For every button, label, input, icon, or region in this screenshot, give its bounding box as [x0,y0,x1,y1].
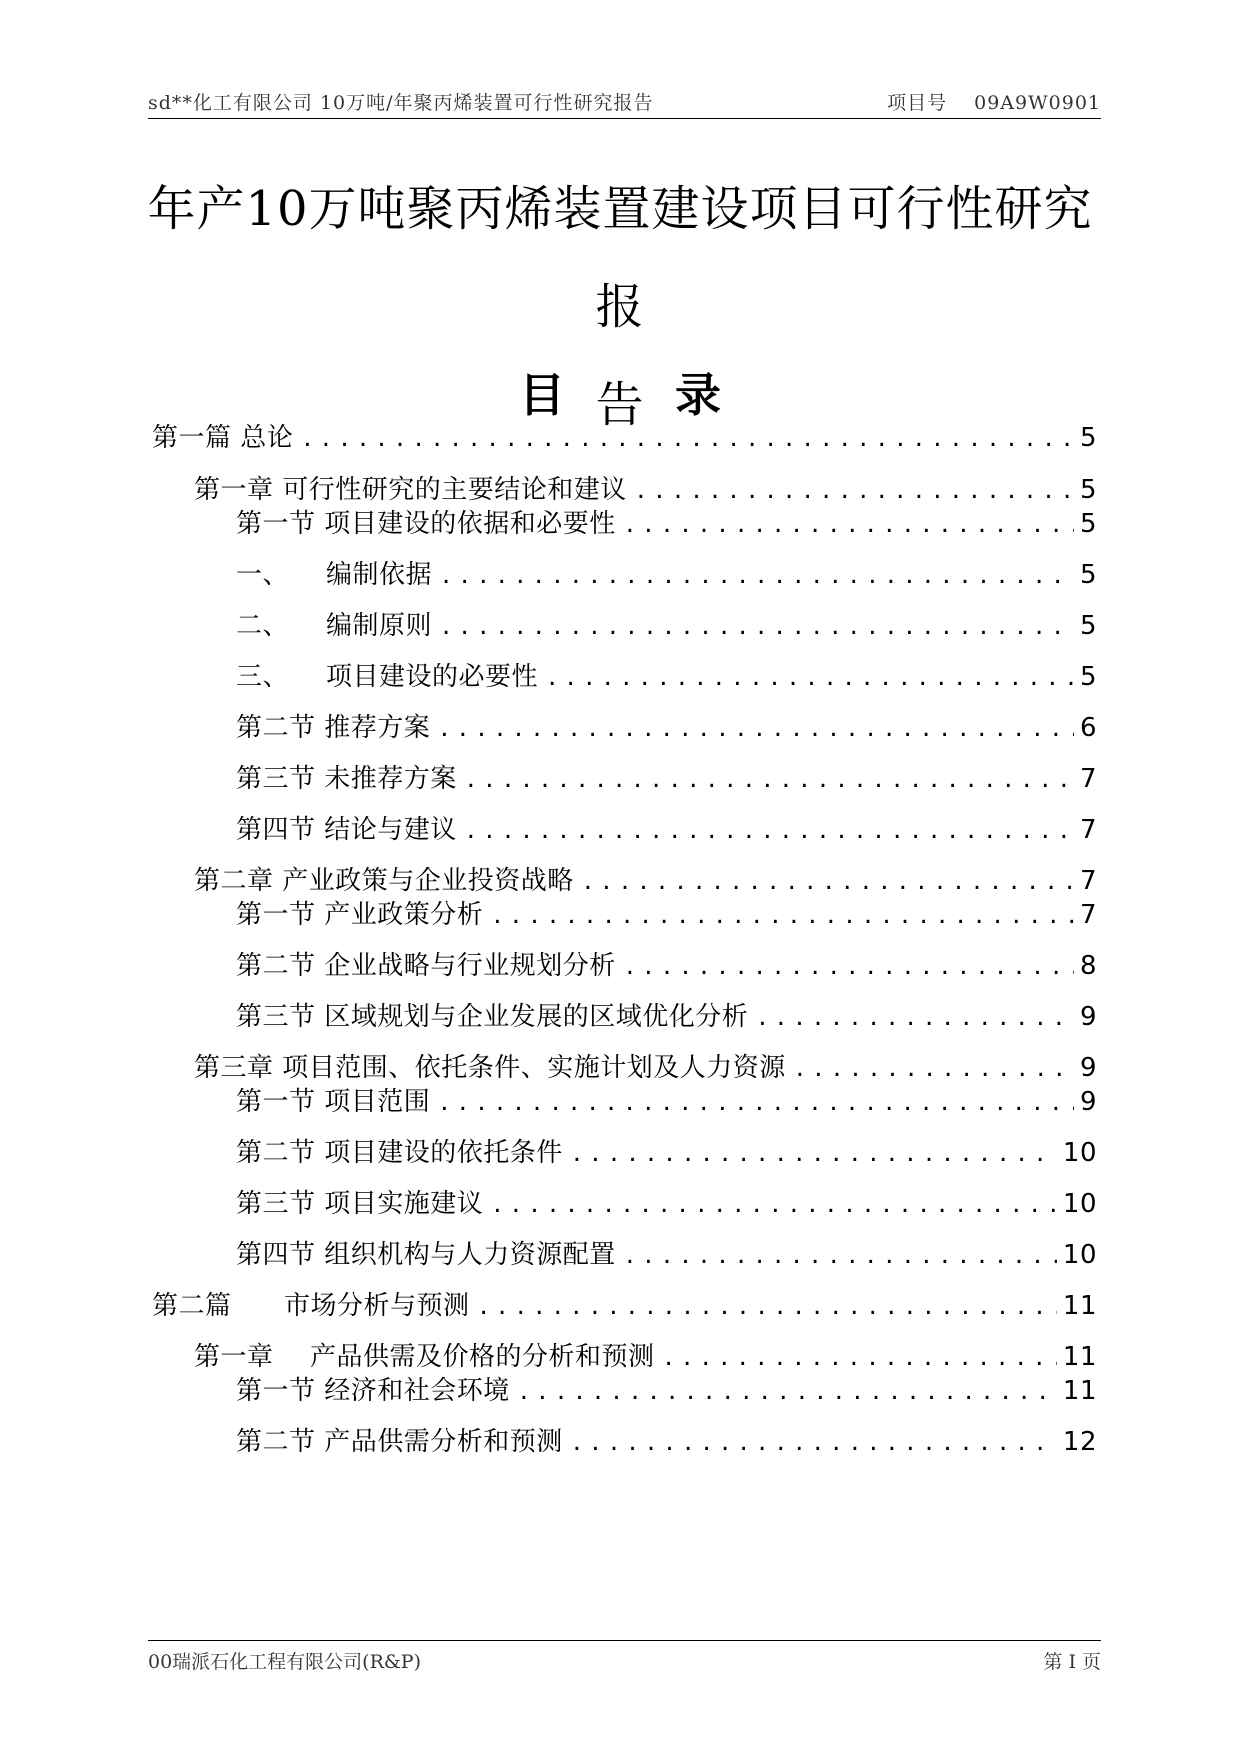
toc-entry-page: 12 [1062,1427,1097,1457]
toc-entry-page: 10 [1062,1189,1097,1219]
toc-entry-page: 9 [1079,1087,1097,1117]
toc-leader-dots [520,1374,1057,1408]
toc-entry[interactable] [236,705,1097,745]
toc-entry-number: 第二篇 [152,1291,232,1321]
toc-leader-dots [573,1136,1057,1170]
toc-entry[interactable] [236,1181,1097,1221]
document-title-line-2: 告 [595,377,645,433]
toc-entry-label: 第四节 组织机构与人力资源配置 [236,1240,616,1270]
toc-entry-title: 项目建设的必要性 [326,662,539,692]
toc-entry-label: 第一节 经济和社会环境 [236,1376,510,1406]
toc-entry-label: 第三节 区域规划与企业发展的区域优化分析 [236,1002,749,1032]
toc-entry-number: 第一章 [194,1342,274,1372]
toc-entry-number: 二、 [236,611,290,641]
document-title-line-1: 年产10万吨聚丙烯装置建设项目可行性研究报 [147,181,1093,335]
toc-entry-label: 第一节 产业政策分析 [236,900,484,930]
toc-entry-number: 一、 [236,560,290,590]
toc-entry[interactable] [236,603,1097,643]
toc-entry[interactable] [236,807,1097,847]
toc-leader-dots [573,1425,1057,1459]
toc-entry-title: 编制原则 [326,611,433,641]
toc-entry-label: 第一节 项目范围 [236,1087,431,1117]
toc-entry[interactable] [236,552,1097,592]
header-project-code: 09A9W0901 [974,92,1101,114]
header-document-name: sd**化工有限公司 10万吨/年聚丙烯装置可行性研究报告 [148,92,654,114]
toc-entry-page: 5 [1079,423,1097,453]
toc-entry[interactable] [236,654,1097,694]
toc-entry-page: 6 [1079,713,1097,743]
toc-entry-label: 第三节 未推荐方案 [236,764,457,794]
toc-leader-dots [440,1085,1074,1119]
toc-entry-page: 5 [1079,475,1097,505]
toc-entry[interactable] [236,1368,1097,1408]
toc-entry-page: 9 [1079,1053,1097,1083]
toc-entry-number: 三、 [236,662,290,692]
toc-heading-char-1: 目 [519,368,565,422]
toc-leader-dots [442,558,1074,592]
toc-leader-dots [626,1238,1057,1272]
toc-entry-title: 产品供需及价格的分析和预测 [310,1342,655,1372]
toc-entry[interactable] [236,994,1097,1034]
toc-leader-dots [480,1289,1057,1323]
toc-entry-page: 11 [1062,1291,1097,1321]
toc-entry-label: 第一节 项目建设的依据和必要性 [236,509,616,539]
toc-entry[interactable] [236,943,1097,983]
toc-leader-dots [467,762,1074,796]
toc-entry-label: 第四节 结论与建议 [236,815,457,845]
toc-entry-label: 第二章 产业政策与企业投资战略 [194,866,574,896]
toc-leader-dots [758,1000,1074,1034]
toc-entry-page: 7 [1079,900,1097,930]
toc-entry-page: 5 [1079,560,1097,590]
toc-entry-page: 10 [1062,1138,1097,1168]
toc-entry[interactable] [236,1079,1097,1119]
toc-entry-page: 5 [1079,611,1097,641]
toc-entry-label: 第一章 可行性研究的主要结论和建议 [194,475,627,505]
toc-entry-page: 7 [1079,866,1097,896]
toc-leader-dots [303,421,1074,455]
toc-leader-dots [493,898,1074,932]
toc-entry-label: 第二节 项目建设的依托条件 [236,1138,563,1168]
toc-entry-label: 第三章 项目范围、依托条件、实施计划及人力资源 [194,1053,786,1083]
toc-entry-title: 编制依据 [326,560,433,590]
toc-entry-label [236,609,432,643]
toc-leader-dots [548,660,1074,694]
toc-leader-dots [440,711,1074,745]
toc-leader-dots [626,949,1074,983]
toc-entry[interactable] [236,1419,1097,1459]
footer-page-number: 第 I 页 [1043,1651,1101,1673]
toc-entry-page: 7 [1079,815,1097,845]
footer-company: 00瑞派石化工程有限公司(R&P) [148,1651,422,1673]
toc-entry-label: 第二节 产品供需分析和预测 [236,1427,563,1457]
toc-entry-page: 10 [1062,1240,1097,1270]
toc-entry-page: 11 [1062,1376,1097,1406]
toc-entry[interactable] [152,415,1097,455]
toc-entry-page: 7 [1079,764,1097,794]
toc-entry[interactable] [236,1232,1097,1272]
toc-leader-dots [626,507,1074,541]
header-project-label: 项目号 [887,92,948,114]
toc-leader-dots [442,609,1074,643]
toc-entry-title: 市场分析与预测 [284,1291,470,1321]
toc-entry[interactable] [236,1130,1097,1170]
toc-entry[interactable] [236,892,1097,932]
toc-leader-dots [493,1187,1057,1221]
toc-entry-label: 第二节 企业战略与行业规划分析 [236,951,616,981]
toc-entry-label: 第一篇 总论 [152,423,294,453]
page-footer [148,1640,1101,1671]
toc-entry-page: 5 [1079,509,1097,539]
toc-entry[interactable] [152,1283,1097,1323]
toc-entry[interactable] [236,756,1097,796]
toc-entry-label [236,660,538,694]
toc-entry-label [236,558,432,592]
toc-entry-label: 第二节 推荐方案 [236,713,431,743]
toc-entry-page: 5 [1079,662,1097,692]
toc-leader-dots [467,813,1074,847]
toc-entry-label [152,1289,470,1323]
toc-entry-page: 11 [1062,1342,1097,1372]
toc-entry-label: 第三节 项目实施建议 [236,1189,484,1219]
toc-entry-page: 8 [1079,951,1097,981]
toc-entry-page: 9 [1079,1002,1097,1032]
toc-entry[interactable] [236,501,1097,541]
toc-heading-char-2: 录 [675,368,721,422]
